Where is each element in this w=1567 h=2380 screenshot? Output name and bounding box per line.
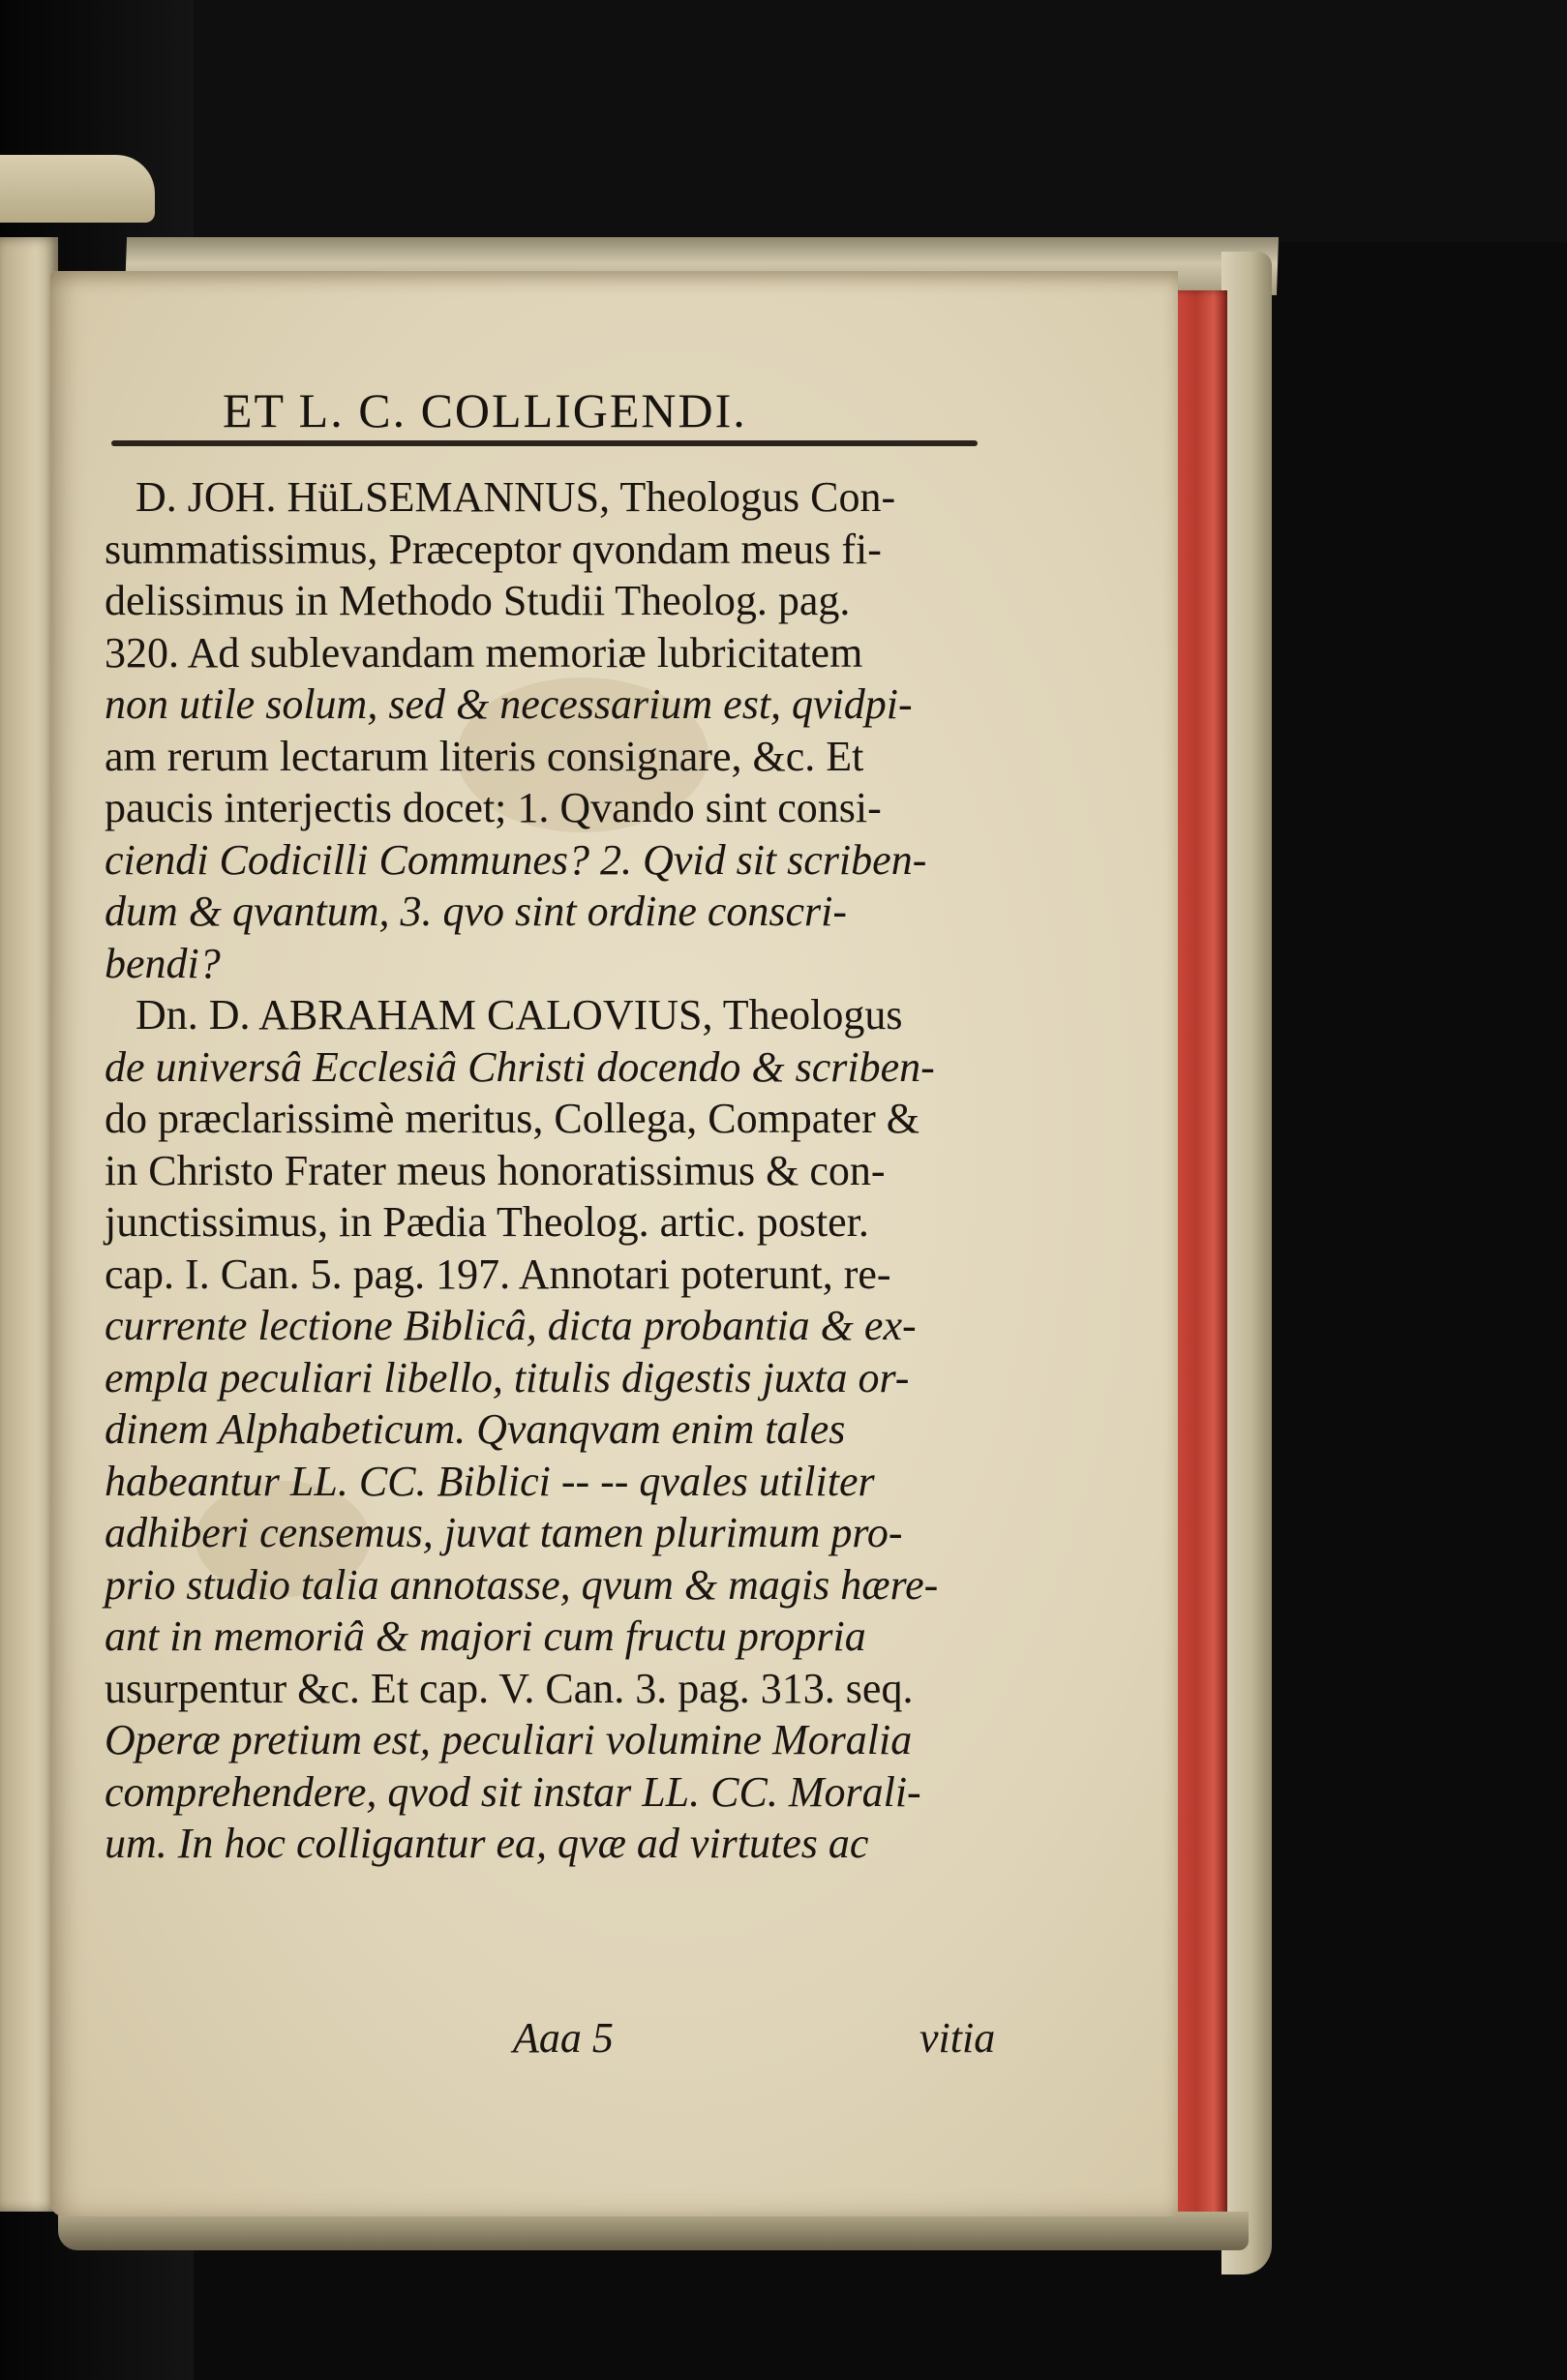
text-line: dum & qvantum, 3. qvo sint ordine conscri- — [105, 888, 848, 935]
text-line: currente lectione Biblicâ, dicta probantia & ex- — [105, 1302, 917, 1349]
text-line: Operæ pretium est, peculiari volumine Moralia — [105, 1716, 913, 1763]
book-cover-corner — [0, 155, 155, 223]
text-line: am rerum lectarum literis consignare, &c. Et — [105, 732, 864, 780]
text-line: dinem Alphabeticum. Qvanqvam enim tales — [105, 1405, 846, 1453]
background-top — [194, 0, 1567, 242]
text-line: 320. Ad sublevandam memoriæ lubricitatem — [105, 628, 863, 677]
head-rule — [111, 440, 978, 446]
catchword: vitia — [919, 2014, 996, 2062]
verso-page-edge — [0, 237, 58, 2212]
text-line: D. JOH. HüLSEMANNUS, Theologus Con- — [136, 473, 896, 521]
page-bottom-edge — [58, 2212, 1249, 2250]
text-line: ciendi Codicilli Communes? 2. Qvid sit scriben- — [105, 835, 927, 884]
text-line: habeantur LL. CC. Biblici -- -- qvales utiliter — [105, 1457, 875, 1505]
text-line: in Christo Frater meus honoratissimus & con- — [105, 1146, 886, 1194]
book-board — [1221, 252, 1272, 2275]
text-line: prio studio talia annotasse, qvum & magis hære- — [105, 1560, 939, 1609]
body-text — [105, 471, 1014, 1870]
text-line: cap. I. Can. 5. pag. 197. Annotari poterunt, re- — [105, 1250, 891, 1298]
signature-mark: Aaa 5 — [513, 2014, 614, 2062]
text-line: adhiberi censemus, juvat tamen plurimum pro- — [105, 1509, 903, 1556]
text-line: empla peculiari libello, titulis digestis juxta or- — [105, 1353, 910, 1401]
text-line: Dn. D. ABRAHAM CALOVIUS, Theologus — [136, 991, 903, 1039]
text-line: ant in memoriâ & majori cum fructu propria — [105, 1612, 866, 1660]
text-line: um. In hoc colligantur ea, qvæ ad virtutes ac — [105, 1820, 869, 1867]
text-line: summatissimus, Præceptor qvondam meus fi- — [105, 525, 882, 573]
text-line: delissimus in Methodo Studii Theolog. pag. — [105, 577, 851, 624]
text-line: de universâ Ecclesiâ Christi docendo & scriben- — [105, 1042, 935, 1091]
text-line: paucis interjectis docet; 1. Qvando sint consi- — [105, 784, 882, 831]
text-line: comprehendere, qvod sit instar LL. CC. Morali- — [105, 1767, 921, 1816]
text-line: bendi? — [105, 939, 221, 987]
text-line: usurpentur &c. Et cap. V. Can. 3. pag. 313. seq. — [105, 1664, 914, 1712]
text-line: junctissimus, in Pædia Theolog. artic. poster. — [105, 1198, 869, 1246]
text-line: non utile solum, sed & necessarium est, qvidpi- — [105, 680, 913, 728]
text-line: do præclarissimè meritus, Collega, Compater & — [105, 1095, 919, 1142]
running-head: ET L. C. COLLIGENDI. — [223, 383, 747, 437]
